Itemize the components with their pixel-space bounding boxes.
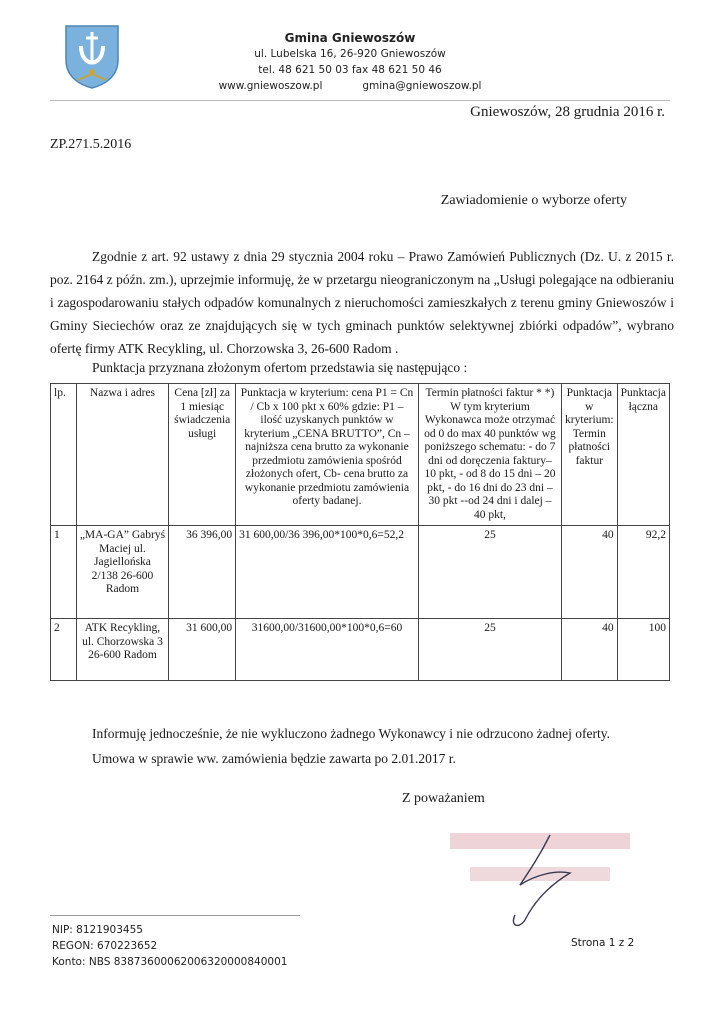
body-paragraph: Zgodnie z art. 92 ustawy z dnia 29 stycznia 2004 roku – Prawo Zamówień Publicznych (Dz. U. z 2015 r. poz. 2164 z późn. zm.), uprzejmie informuję, że w przetargu nieograniczonym na „Usługi polegające na odbieraniu i zagospodarowaniu stałych odpadów komunalnych z nieruchomości zamieszkałych z terenu gminy Gniewoszów i Gminy Sieciechów oraz ze znajdujących się w tych gminach punktów selektywnej zbiórki odpadów”, wybrano ofertę firmy ATK Recykling, ul. Chorzowska 3, 26-600 Radom . — [50, 249, 674, 356]
closing-line-exclusions: Informuję jednocześnie, że nie wykluczono żadnego Wykonawcy i nie odrzucono żadnej oferty. — [92, 726, 610, 741]
municipality-name: Gmina Gniewoszów — [284, 31, 416, 45]
official-stamp-signature — [440, 825, 640, 935]
header-divider — [50, 100, 670, 101]
municipality-email: gmina@gniewoszow.pl — [362, 80, 482, 92]
cell-payment-points: 40 — [562, 526, 618, 619]
body-paragraph-scores-intro: Punktacja przyznana złożonym ofertom przedstawia się następująco : — [92, 360, 468, 375]
col-header-name: Nazwa i adres — [76, 384, 169, 526]
offers-score-table — [50, 383, 670, 681]
footer-bank-account: Konto: NBS 83873600062006320000840001 — [52, 956, 288, 968]
cell-price: 31 600,00 — [169, 619, 236, 681]
cell-payment-points: 40 — [562, 619, 618, 681]
closing-text — [92, 721, 610, 771]
cell-total: 92,2 — [617, 526, 669, 619]
case-number: ZP.271.5.2016 — [50, 137, 132, 152]
municipality-phone: tel. 48 621 50 03 fax 48 621 50 46 — [258, 64, 442, 76]
municipality-address: ul. Lubelska 16, 26-920 Gniewoszów — [254, 48, 446, 60]
footer-regon: REGON: 670223652 — [52, 940, 158, 952]
municipality-website: www.gniewoszow.pl — [218, 80, 323, 92]
cell-lp: 2 — [51, 619, 77, 681]
regards: Z poważaniem — [402, 791, 485, 806]
cell-price-points: 31 600,00/36 396,00*100*0,6=52,2 — [236, 526, 419, 619]
cell-name: „MA-GA” Gabryś Maciej ul. Jagiellońska 2/138 26-600 Radom — [76, 526, 169, 619]
letter-body — [50, 245, 674, 360]
cell-name: ATK Recykling, ul. Chorzowska 3 26-600 Radom — [76, 619, 169, 681]
closing-line-contract: Umowa w sprawie ww. zamówienia będzie zawarta po 2.01.2017 r. — [92, 751, 456, 766]
letter-subject: Zawiadomienie o wyborze oferty — [440, 193, 627, 208]
cell-payment-days: 25 — [418, 619, 561, 681]
cell-payment-days: 25 — [418, 526, 561, 619]
col-header-price: Cena [zł] za 1 miesiąc świadczenia usługi — [169, 384, 236, 526]
col-header-payment-criterion: Termin płatności faktur * *) W tym kryterium Wykonawca może otrzymać od 0 do max 40 punktów wg poniższego schematu: - do 7 dni od doręczenia faktury– 10 pkt, - od 8 do 15 dni – 20 pkt, - do 16 dni do 23 dni – 30 pkt --od 24 dni i dalej – 40 pkt, — [418, 384, 561, 526]
table-row — [51, 619, 670, 681]
footer-divider — [50, 915, 300, 916]
cell-lp: 1 — [51, 526, 77, 619]
table-header-row — [51, 384, 670, 526]
footer-nip: NIP: 8121903455 — [52, 924, 143, 936]
coat-of-arms-logo — [62, 22, 122, 90]
cell-total: 100 — [617, 619, 669, 681]
col-header-total: Punktacja łączna — [617, 384, 669, 526]
col-header-payment-score: Punktacja w kryterium: Termin płatności faktur — [562, 384, 618, 526]
footer-identifiers — [52, 922, 287, 970]
table-row — [51, 526, 670, 619]
col-header-lp: lp. — [51, 384, 77, 526]
cell-price-points: 31600,00/31600,00*100*0,6=60 — [236, 619, 419, 681]
letterhead — [180, 30, 520, 94]
page-number: Strona 1 z 2 — [571, 937, 635, 949]
col-header-price-criterion: Punktacja w kryterium: cena P1 = Cn / Cb x 100 pkt x 60% gdzie: P1 – ilość uzyskanych punktów w kryterium „CENA BRUTTO”, Cn – najniższa cena brutto za wykonanie przedmiotu zamówienia spośród złożonych ofert, Cb- cena brutto za wykonanie przedmiotu zamówienia oferty badanej. — [236, 384, 419, 526]
date-line: Gniewoszów, 28 grudnia 2016 r. — [470, 104, 665, 120]
cell-price: 36 396,00 — [169, 526, 236, 619]
